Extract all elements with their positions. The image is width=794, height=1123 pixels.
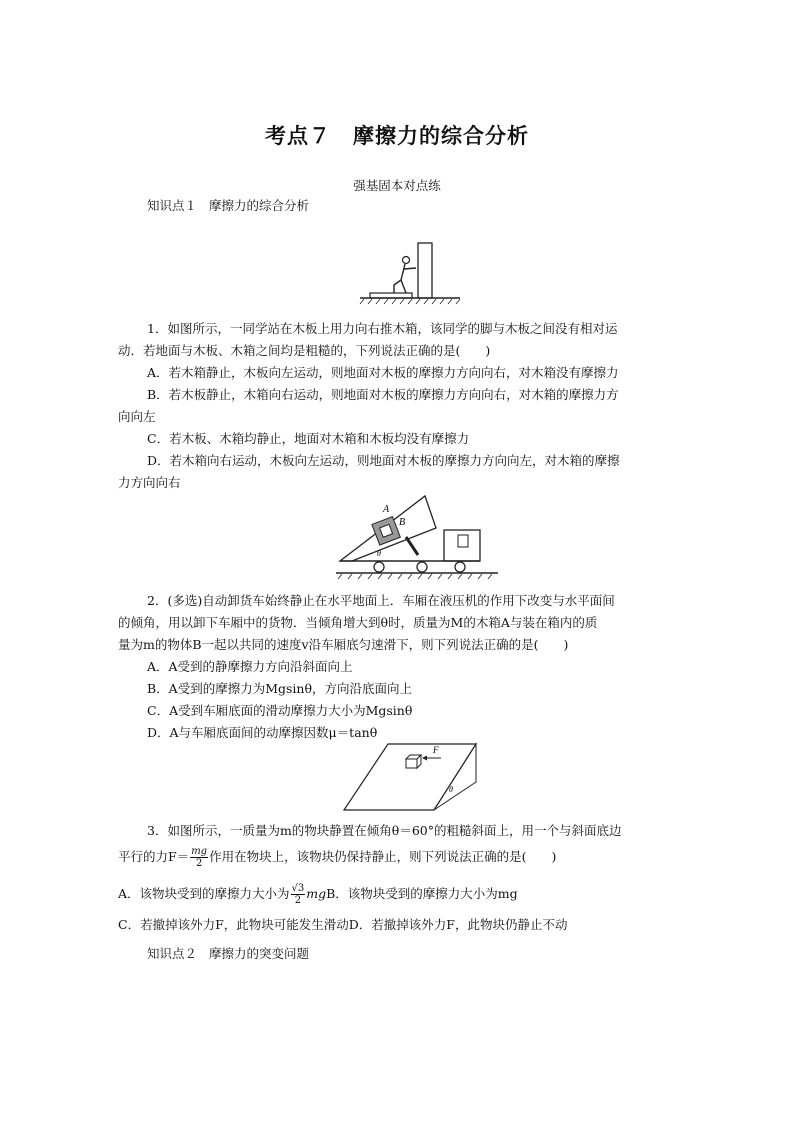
option-d: D．若木箱向右运动，木板向左运动，则地面对木板的摩擦力方向向左，对木箱的摩擦 bbox=[147, 453, 620, 468]
option-b: B．该物块受到的摩擦力大小为mg bbox=[326, 886, 518, 901]
block bbox=[406, 755, 421, 768]
student-head bbox=[403, 257, 410, 264]
question-stem: 量为m的物体B一起以共同的速度v沿车厢底匀速滑下，则下列说法正确的是( ) bbox=[118, 637, 569, 652]
label-theta: θ bbox=[449, 785, 453, 794]
question-3 bbox=[118, 820, 678, 936]
knowledge-point-name: 摩擦力的综合分析 bbox=[209, 198, 310, 213]
knowledge-point-2 bbox=[147, 944, 309, 962]
hydraulic-jack bbox=[406, 537, 418, 555]
option-d: D．A与车厢底面间的动摩擦因数μ＝tanθ bbox=[147, 725, 378, 740]
figure-student-pushing-box bbox=[356, 238, 466, 308]
option-b-cont: 向向左 bbox=[118, 409, 156, 424]
question-stem: 3．如图所示，一质量为m的物块静置在倾角θ＝60°的粗糙斜面上，用一个与斜面底边 bbox=[147, 823, 622, 838]
option-d-cont: 力方向向右 bbox=[118, 475, 181, 490]
question-stem: 2．(多选)自动卸货车始终静止在水平地面上．车厢在液压机的作用下改变与水平面间 bbox=[147, 593, 615, 608]
label-b: B bbox=[399, 517, 406, 528]
question-stem: 的倾角，用以卸下车厢中的货物．当倾角增大到θ时，质量为M的木箱A与装在箱内的质 bbox=[118, 615, 598, 630]
question-stem: 1．如图所示，一同学站在木板上用力向右推木箱，该同学的脚与木板之间没有相对运 bbox=[147, 321, 618, 336]
option-a: A．若木箱静止，木板向左运动，则地面对木板的摩擦力方向向右，对木箱没有摩擦力 bbox=[147, 365, 619, 380]
option-a: A．A受到的静摩擦力方向沿斜面向上 bbox=[147, 659, 353, 674]
question-2 bbox=[118, 590, 678, 744]
wheel bbox=[374, 562, 384, 572]
figure-dump-truck bbox=[332, 490, 502, 585]
knowledge-point-number: 知识点１ bbox=[147, 198, 198, 213]
inclined-plane bbox=[344, 744, 476, 810]
question-1 bbox=[118, 318, 678, 494]
wheel bbox=[455, 562, 465, 572]
question-stem: 动．若地面与木板、木箱之间均是粗糙的，下列说法正确的是( ) bbox=[118, 343, 491, 358]
page-title: 考点７ 摩擦力的综合分析 bbox=[265, 124, 529, 148]
option-d: D．若撤掉该外力F，此物块仍静止不动 bbox=[348, 917, 568, 932]
options-row-cd bbox=[118, 914, 678, 936]
option-c: C．A受到车厢底面的滑动摩擦力大小为Mgsinθ bbox=[147, 703, 413, 718]
section-title: 强基固本对点练 bbox=[353, 178, 441, 193]
option-c: C．若木板、木箱均静止，地面对木箱和木板均没有摩擦力 bbox=[147, 431, 470, 446]
plane-side bbox=[434, 744, 476, 810]
wheel bbox=[417, 562, 427, 572]
cab-window bbox=[458, 535, 468, 547]
knowledge-point-1 bbox=[147, 196, 309, 214]
student-body bbox=[394, 264, 416, 293]
options-row-ab bbox=[118, 883, 678, 906]
question-stem: 平行的力F＝ $\frac{mg}{2}$ 作用在物块上，该物块仍保持静止，则下列说法正确的是( ) bbox=[118, 846, 557, 869]
option-b: B．A受到的摩擦力为Mgsinθ，方向沿底面向上 bbox=[147, 681, 413, 696]
label-a: A bbox=[383, 504, 390, 515]
figure-inclined-plane bbox=[336, 742, 486, 814]
option-a: A．该物块受到的摩擦力大小为 $\frac{√3}{2}$ mg bbox=[118, 883, 327, 906]
knowledge-point-name: 摩擦力的突变问题 bbox=[209, 946, 310, 961]
wooden-box bbox=[418, 243, 432, 298]
wooden-board bbox=[370, 293, 412, 298]
option-b: B．若木板静止，木箱向右运动，则地面对木板的摩擦力方向向右，对木箱的摩擦力方 bbox=[147, 387, 619, 402]
force-arrowhead bbox=[422, 756, 427, 761]
label-f: F bbox=[433, 745, 439, 755]
knowledge-point-number: 知识点２ bbox=[147, 946, 198, 961]
option-c: C．若撤掉该外力F，此物块可能发生滑动 bbox=[118, 917, 349, 932]
label-theta: θ bbox=[377, 549, 381, 558]
